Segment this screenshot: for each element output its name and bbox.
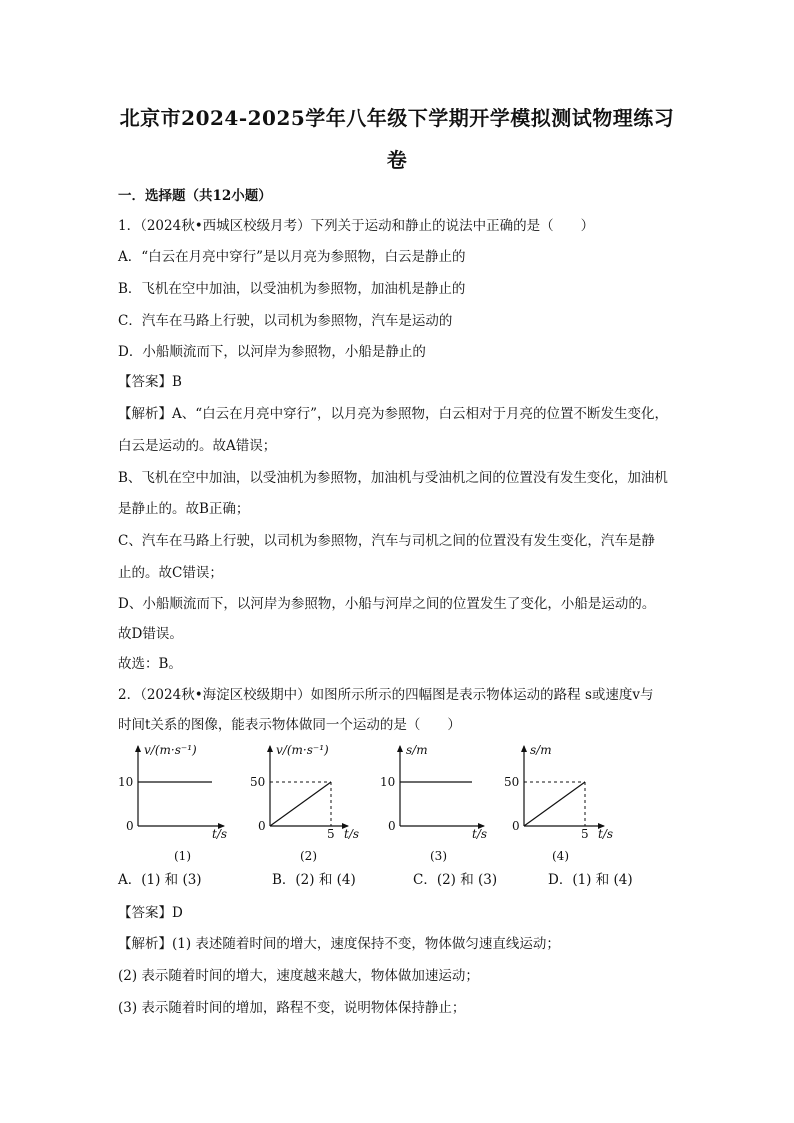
figure-3-origin: 0 [388,819,396,833]
q1-analysis-line: C、汽车在马路上行驶，以司机为参照物，汽车与司机之间的位置没有发生变化，汽车是静 [118,533,655,549]
figure-1-graph [118,743,227,863]
figure-1-ytick: 10 [118,775,134,789]
figure-2-rising-line [270,782,331,826]
figure-2-xtick: 5 [327,827,335,841]
figure-3-caption: (3) [430,849,447,863]
q2-option-c: C．(2) 和 (3) [413,872,498,888]
q1-option-c: C．汽车在马路上行驶，以司机为参照物，汽车是运动的 [118,313,453,329]
figure-1-ylabel: v/(m·s⁻¹) [144,743,197,757]
figure-4-rising-line [524,782,585,826]
figure-2-caption: (2) [300,849,317,863]
q2-figures [112,738,632,866]
section-heading: 一．选择题（共12小题） [118,188,272,204]
q1-answer: 【答案】B [118,374,182,390]
figure-1-caption: (1) [174,849,191,863]
figure-4-caption: (4) [552,849,569,863]
q2-analysis-line: (2) 表示随着时间的增大，速度越来越大，物体做加速运动； [118,968,479,984]
q1-option-a: A．“白云在月亮中穿行”是以月亮为参照物，白云是静止的 [118,249,466,265]
q2-option-d: D．(1) 和 (4) [548,872,633,888]
figure-2-graph [250,743,359,863]
figure-3-xlabel: t/s [472,827,488,841]
figure-2-ylabel: v/(m·s⁻¹) [276,743,329,757]
figure-2-xlabel: t/s [344,827,360,841]
figure-4-ytick: 50 [504,775,520,789]
q1-analysis-line: 是静止的。故B正确； [118,501,250,517]
figure-4-xlabel: t/s [598,827,614,841]
figure-2-ytick: 50 [250,775,266,789]
q1-option-d: D．小船顺流而下，以河岸为参照物，小船是静止的 [118,344,426,360]
q1-analysis-line: 白云是运动的。故A错误； [118,438,277,454]
figure-3-graph [380,743,487,863]
figure-3-ylabel: s/m [406,743,428,757]
q1-analysis-line: 【解析】A、“白云在月亮中穿行”，以月亮为参照物，白云相对于月亮的位置不断发生变化， [118,406,669,422]
q2-stem-line-2: 时间t关系的图像，能表示物体做同一个运动的是（ ） [118,717,461,733]
q2-analysis-line: (3) 表示随着时间的增加，路程不变，说明物体保持静止； [118,1000,466,1016]
figure-3-ytick: 10 [380,775,396,789]
figure-1-xlabel: t/s [212,827,228,841]
q1-analysis-line: B、飞机在空中加油，以受油机为参照物，加油机与受油机之间的位置没有发生变化，加油机 [118,470,668,486]
q2-option-b: B．(2) 和 (4) [272,872,356,888]
q1-analysis-line: 故选：B。 [118,656,182,672]
page-title-line-1: 北京市2024-2025学年八年级下学期开学模拟测试物理练习 [119,106,675,130]
q1-analysis-line: 止的。故C错误； [118,565,223,581]
q1-stem: 1．（2024秋•西城区校级月考）下列关于运动和静止的说法中正确的是（ ） [118,218,595,234]
q2-option-a: A．(1) 和 (3) [118,872,202,888]
q2-analysis-line: 【解析】(1) 表述随着时间的增大，速度保持不变，物体做匀速直线运动； [118,936,560,952]
figure-4-ylabel: s/m [530,743,552,757]
figure-4-origin: 0 [512,819,520,833]
figure-4-xtick: 5 [581,827,589,841]
q1-analysis-line: 故D错误。 [118,626,183,642]
q1-option-b: B．飞机在空中加油，以受油机为参照物，加油机是静止的 [118,281,466,297]
q2-answer: 【答案】D [118,905,183,921]
figure-1-origin: 0 [126,819,134,833]
figure-4-graph [504,743,613,863]
q2-stem-line-1: 2．（2024秋•海淀区校级期中）如图所示所示的四幅图是表示物体运动的路程 s或速度v与 [118,687,654,703]
figure-2-origin: 0 [258,819,266,833]
page-title-line-2: 卷 [386,148,408,172]
q1-analysis-line: D、小船顺流而下，以河岸为参照物，小船与河岸之间的位置发生了变化，小船是运动的。 [118,596,656,612]
